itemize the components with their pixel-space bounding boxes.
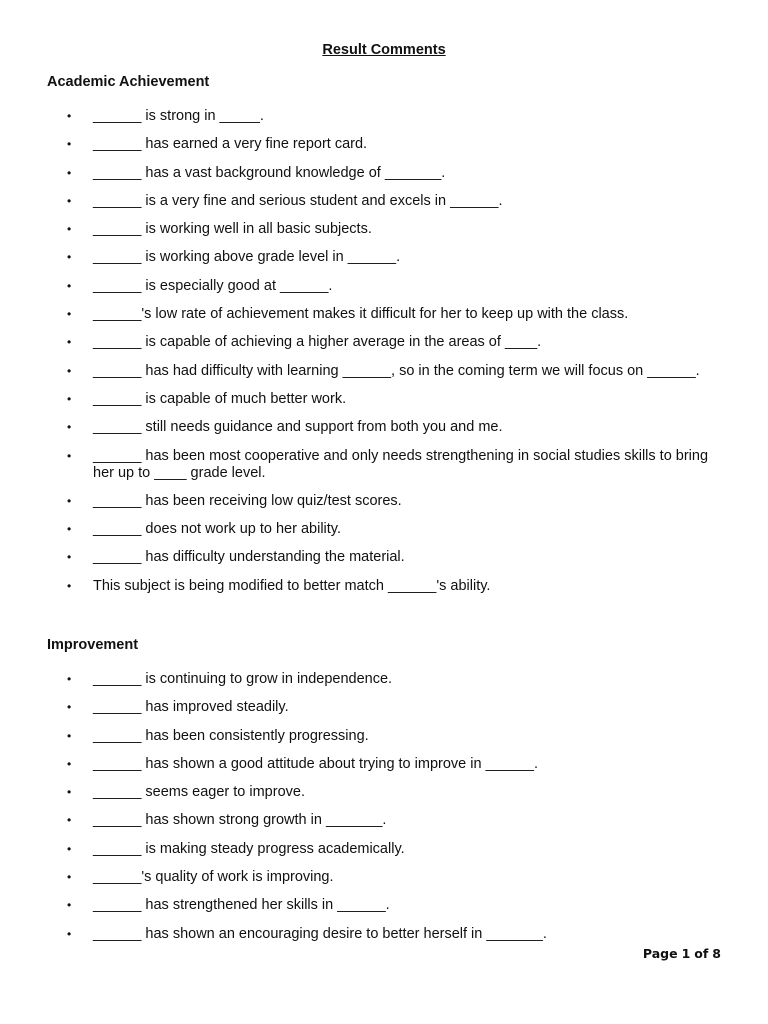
list-item [0, 363, 768, 380]
list-item-text: ______ is making steady progress academically. [93, 840, 405, 857]
list-item [0, 278, 768, 295]
bullet-icon: • [67, 578, 72, 593]
bullet-icon: • [67, 700, 72, 715]
bullet-icon: • [67, 898, 72, 913]
bullet-icon: • [67, 335, 72, 350]
of-word: of [694, 946, 709, 961]
list-item-text: ______ is strong in _____. [93, 108, 264, 124]
list-item-text: ______ has earned a very fine report card. [93, 136, 368, 153]
bullet-icon: • [67, 222, 72, 237]
list-item [0, 897, 768, 914]
list-item [0, 869, 768, 886]
list-item [0, 549, 768, 566]
bullet-icon: • [67, 522, 72, 537]
list-item-text: ______ is working well in all basic subjects. [93, 221, 372, 238]
list-item-text: ______ has a vast background knowledge of _______. [93, 164, 446, 181]
list-item-text: ______ has had difficulty with learning ______, so in the coming term we will focus on ______. [93, 362, 700, 379]
bullet-icon: • [67, 193, 72, 208]
bullet-icon: • [67, 813, 72, 828]
list-item [0, 136, 768, 153]
list-item-text: ______'s quality of work is improving. [93, 869, 334, 886]
list-item-text: ______ has been consistently progressing. [93, 727, 369, 744]
list-item [0, 728, 768, 745]
bullet-icon: • [67, 137, 72, 152]
page-title: Result Comments [322, 42, 446, 58]
list-item-text: ______ is capable of much better work. [93, 390, 347, 407]
list-item-text: ______ is capable of achieving a higher average in the areas of ____. [93, 334, 542, 351]
list-item [0, 841, 768, 858]
bullet-icon: • [67, 785, 72, 800]
improvement-list [0, 671, 768, 954]
list-item-text: ______ has shown a good attitude about trying to improve in ______. [93, 755, 538, 772]
list-item-text: ______ has strengthened her skills in ______. [93, 897, 390, 914]
bullet-icon: • [67, 728, 72, 743]
list-item [0, 193, 768, 210]
list-item-text: ______ is a very fine and serious student and excels in ______. [93, 192, 503, 209]
list-item [0, 784, 768, 801]
bullet-icon: • [67, 493, 72, 508]
page-current: 1 [681, 946, 691, 961]
academic-achievement-list [0, 108, 768, 606]
bullet-icon: • [67, 672, 72, 686]
list-item [0, 699, 768, 716]
page-word: Page [642, 946, 678, 961]
section-heading-academic-achievement: Academic Achievement [47, 74, 210, 90]
list-item-text: ______ has difficulty understanding the material. [93, 549, 405, 566]
list-item-text: ______ has shown strong growth in _______. [93, 812, 387, 829]
list-item-text: ______ still needs guidance and support from both you and me. [93, 419, 503, 436]
list-item [0, 493, 768, 510]
list-item [0, 391, 768, 408]
list-item-text: ______ is especially good at ______. [93, 277, 333, 294]
list-item [0, 448, 768, 482]
list-item-text: ______ is continuing to grow in independence. [93, 671, 393, 687]
bullet-icon: • [67, 448, 72, 463]
list-item-text: ______ has shown an encouraging desire to better herself in _______. [93, 925, 547, 942]
list-item [0, 521, 768, 538]
list-item [0, 221, 768, 238]
bullet-icon: • [67, 391, 72, 406]
bullet-icon: • [67, 165, 72, 180]
list-item-text: ______ is working above grade level in ______. [93, 249, 401, 266]
page-total: 8 [712, 946, 721, 961]
bullet-icon: • [67, 278, 72, 293]
bullet-icon: • [67, 363, 72, 378]
list-item [0, 108, 768, 125]
list-item [0, 812, 768, 829]
page-number [643, 946, 721, 961]
list-item [0, 334, 768, 351]
bullet-icon: • [67, 250, 72, 265]
list-item [0, 419, 768, 436]
bullet-icon: • [67, 109, 72, 123]
bullet-icon: • [67, 841, 72, 856]
bullet-icon: • [67, 870, 72, 885]
list-item-text: ______ has been receiving low quiz/test scores. [93, 492, 402, 509]
list-item [0, 756, 768, 773]
bullet-icon: • [67, 307, 72, 322]
list-item [0, 926, 768, 943]
list-item-text: ______ seems eager to improve. [93, 784, 305, 801]
list-item-text: ______'s low rate of achievement makes it difficult for her to keep up with the class. [93, 306, 629, 323]
list-item [0, 671, 768, 688]
list-item [0, 578, 768, 595]
list-item-text: ______ does not work up to her ability. [93, 521, 342, 538]
list-item [0, 249, 768, 266]
list-item-text: ______ has been most cooperative and only needs strengthening in social studies skills to bring her up to ____ grade level. [93, 447, 709, 481]
list-item-text: ______ has improved steadily. [93, 699, 289, 716]
section-heading-improvement: Improvement [47, 637, 139, 653]
list-item [0, 306, 768, 323]
bullet-icon: • [67, 550, 72, 565]
bullet-icon: • [67, 926, 72, 941]
list-item [0, 165, 768, 182]
bullet-icon: • [67, 420, 72, 435]
list-item-text: This subject is being modified to better match ______'s ability. [93, 577, 491, 594]
bullet-icon: • [67, 756, 72, 771]
